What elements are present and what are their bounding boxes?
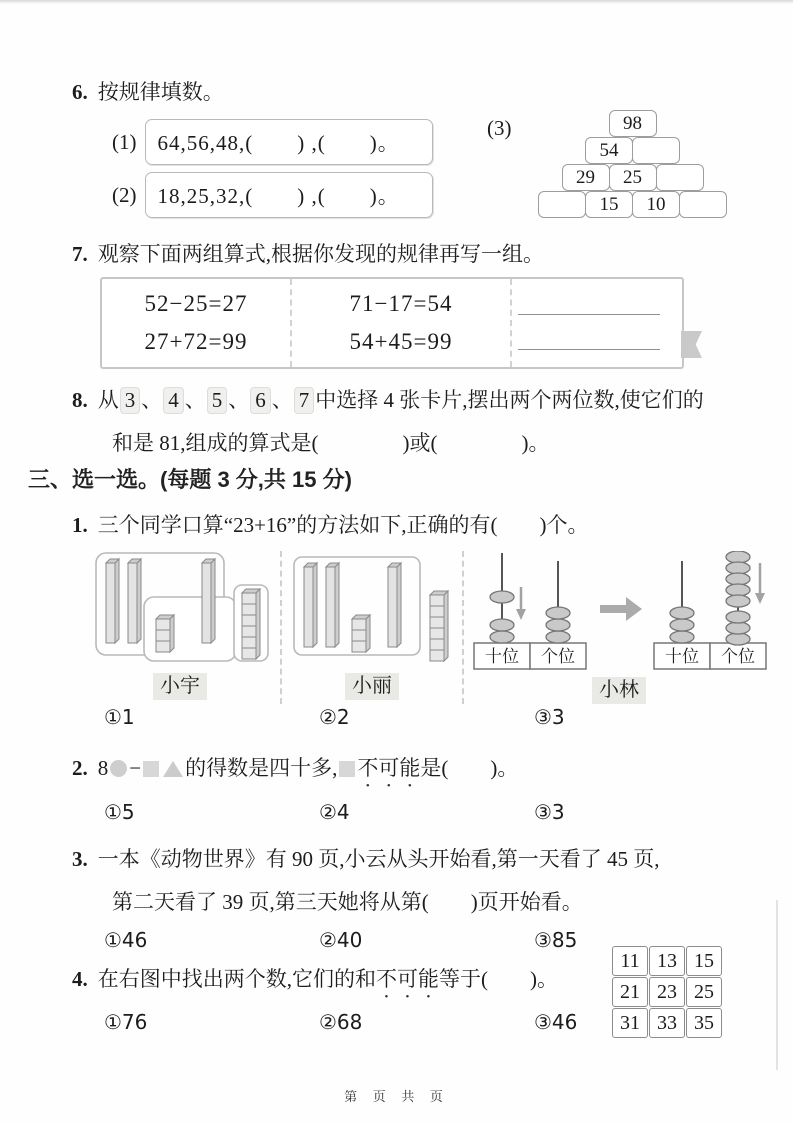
choice-1-number: 1. — [72, 513, 88, 537]
tens-rod — [106, 559, 119, 643]
choice-3-line-2 — [112, 886, 583, 916]
option-2: ②40 — [319, 928, 363, 952]
grid-cell: 15 — [686, 946, 722, 976]
option-2: ②4 — [319, 800, 350, 824]
pyramid-cell: 25 — [609, 164, 657, 191]
triangle-shape-icon — [163, 761, 183, 777]
tens-place-label: 十位 — [485, 647, 519, 666]
choice-1-options — [104, 705, 749, 729]
q7-equation-box — [100, 277, 684, 369]
grid-cell: 31 — [612, 1008, 648, 1038]
option-3: ③46 — [534, 1010, 578, 1034]
answer-blank-line — [518, 296, 660, 315]
question-8-number: 8. — [72, 388, 88, 412]
falling-bead — [726, 562, 750, 574]
choice-3-line-1 — [72, 843, 660, 873]
grid-cell: 21 — [612, 977, 648, 1007]
circle-shape-icon — [110, 760, 127, 777]
question-6-text: 按规律填数。 — [97, 80, 224, 104]
base-ten-blocks-xiaoyu — [80, 551, 280, 669]
question-8-line-1 — [72, 384, 704, 414]
tens-rod — [304, 563, 317, 647]
panel-xiaolin — [462, 551, 774, 704]
pyramid-row-3 — [537, 164, 729, 191]
square-shape-icon — [339, 761, 355, 777]
q7-equation-group-1 — [102, 279, 290, 367]
choice-2-number: 2. — [72, 756, 88, 780]
s3-line1-text: 一本《动物世界》有 90 页,小云从头开始看,第一天看了 45 页, — [97, 847, 660, 871]
grid-cell: 33 — [649, 1008, 685, 1038]
method-panels — [80, 551, 772, 704]
pyramid-cell: 54 — [585, 137, 633, 164]
choice-1-text: 三个同学口算“23+16”的方法如下,正确的有( )个。 — [97, 513, 589, 537]
digit-card: 3 — [120, 387, 141, 414]
right-arrow-icon — [600, 597, 642, 621]
pyramid-cell: 10 — [632, 191, 680, 218]
grid-cell: 25 — [686, 977, 722, 1007]
digit-card: 5 — [207, 387, 228, 414]
q6-sequence-2-text: 18,25,32,( ) ,( )。 — [157, 184, 400, 208]
section-3-header — [28, 463, 352, 494]
pyramid-row-4 — [537, 191, 729, 218]
pyramid-cell: 29 — [562, 164, 610, 191]
card-separator: 、 — [228, 388, 250, 412]
q8-line2-text: 和是 81,组成的算式是( )或( )。 — [112, 431, 550, 455]
tens-rod — [326, 563, 339, 647]
q6-sequence-2-box — [145, 172, 433, 218]
pyramid-row-1 — [537, 110, 729, 137]
choice-2-title — [72, 752, 518, 792]
falling-bead — [726, 551, 750, 563]
q6-sub3-label-text: (3) — [487, 116, 512, 140]
ones-cubes-6 — [242, 589, 260, 659]
q6-sequence-1-box — [145, 119, 433, 165]
panel-xiaoli — [280, 551, 462, 704]
question-8-line-2 — [112, 427, 549, 457]
q7-equation-group-2 — [290, 279, 510, 367]
option-3: ③3 — [534, 800, 565, 824]
choice-1-title — [72, 509, 588, 539]
question-7-number: 7. — [72, 242, 88, 266]
falling-bead — [726, 584, 750, 596]
q6-subquestion-2 — [112, 172, 433, 218]
bookmark-ribbon — [681, 331, 702, 358]
s2-pre: 8 — [97, 756, 109, 780]
pyramid-cell-empty — [679, 191, 727, 218]
ones-place-label: 个位 — [721, 647, 755, 666]
s4-post: 等于( )。 — [439, 967, 558, 991]
number-pyramid — [537, 110, 729, 218]
digit-card: 6 — [250, 387, 271, 414]
scan-edge-top — [0, 0, 793, 4]
pyramid-cell: 98 — [609, 110, 657, 137]
option-1: ①5 — [104, 800, 135, 824]
choice-4-number: 4. — [72, 967, 88, 991]
s2-minus: − — [129, 756, 142, 780]
student-name-tag: 小丽 — [345, 673, 399, 700]
footer-text: 第 页 共 页 — [344, 1089, 449, 1104]
s4-emphasized: 不可能 — [376, 967, 439, 991]
q7-answer-column — [510, 279, 682, 367]
falling-bead — [726, 573, 750, 585]
tens-place-label: 十位 — [665, 647, 699, 666]
number-grid — [612, 946, 722, 1038]
digit-card: 4 — [163, 387, 184, 414]
pyramid-cell-empty — [632, 137, 680, 164]
q6-sub2-label: (2) — [112, 182, 137, 207]
card-separator: 、 — [141, 388, 163, 412]
choice-3-number: 3. — [72, 847, 88, 871]
s2-post: 是( )。 — [420, 756, 519, 780]
option-3: ③3 — [534, 705, 565, 729]
q6-sub1-label: (1) — [112, 129, 137, 154]
choice-4-title — [72, 963, 558, 1003]
page-footer — [0, 1086, 793, 1105]
digit-card: 7 — [294, 387, 315, 414]
falling-bead — [490, 591, 514, 603]
pyramid-cell: 15 — [585, 191, 633, 218]
grid-cell: 11 — [612, 946, 648, 976]
equation: 54+45=99 — [349, 329, 453, 354]
q8-mid: 中选择 4 张卡片,摆出两个两位数,使它们的 — [315, 388, 704, 412]
ones-cubes-3 — [156, 615, 174, 652]
equation: 71−17=54 — [349, 291, 453, 316]
q6-subquestion-1 — [112, 119, 433, 165]
option-2: ②2 — [319, 705, 350, 729]
q6-sub3-label — [487, 116, 512, 141]
student-name-tag: 小宇 — [153, 673, 207, 700]
s4-pre: 在右图中找出两个数,它们的和 — [97, 967, 376, 991]
tens-rod — [202, 559, 215, 643]
question-7-text: 观察下面两组算式,根据你发现的规律再写一组。 — [97, 242, 544, 266]
s3-line2-text: 第二天看了 39 页,第三天她将从第( )页开始看。 — [112, 890, 583, 914]
question-6-number: 6. — [72, 80, 88, 104]
option-3: ③85 — [534, 928, 578, 952]
panel-xiaoyu — [80, 551, 280, 704]
grid-cell: 35 — [686, 1008, 722, 1038]
equation: 52−25=27 — [144, 291, 248, 316]
square-shape-icon — [143, 761, 159, 777]
q8-pre: 从 — [97, 388, 119, 412]
tens-rod — [128, 559, 141, 643]
card-separator: 、 — [184, 388, 206, 412]
choice-2-options — [104, 800, 749, 824]
equation: 27+72=99 — [144, 329, 248, 354]
question-7-title — [72, 238, 544, 268]
scan-edge-right — [776, 900, 778, 1070]
grid-cell: 23 — [649, 977, 685, 1007]
pyramid-cell-empty — [538, 191, 586, 218]
ones-cubes-3 — [352, 615, 370, 652]
card-separator: 、 — [271, 388, 293, 412]
tens-rod — [388, 563, 401, 647]
student-name-tag: 小林 — [592, 677, 646, 704]
pyramid-row-2 — [537, 137, 729, 164]
s2-mid: 的得数是四十多, — [185, 756, 338, 780]
q6-sequence-1-text: 64,56,48,( ) ,( )。 — [157, 131, 400, 155]
ones-place-label: 个位 — [541, 647, 575, 666]
option-1: ①1 — [104, 705, 135, 729]
s2-emphasized: 不可能 — [357, 756, 421, 780]
base-ten-blocks-xiaoli — [282, 551, 462, 669]
grid-cell: 13 — [649, 946, 685, 976]
option-2: ②68 — [319, 1010, 363, 1034]
pyramid-cell-empty — [656, 164, 704, 191]
option-1: ①46 — [104, 928, 148, 952]
question-6-title — [72, 76, 224, 106]
falling-bead — [726, 595, 750, 607]
option-1: ①76 — [104, 1010, 148, 1034]
ones-cubes-6 — [430, 591, 448, 661]
place-value-abacus — [464, 551, 774, 673]
answer-blank-line — [518, 331, 660, 350]
section-3-title: 三、选一选。(每题 3 分,共 15 分) — [28, 467, 352, 492]
